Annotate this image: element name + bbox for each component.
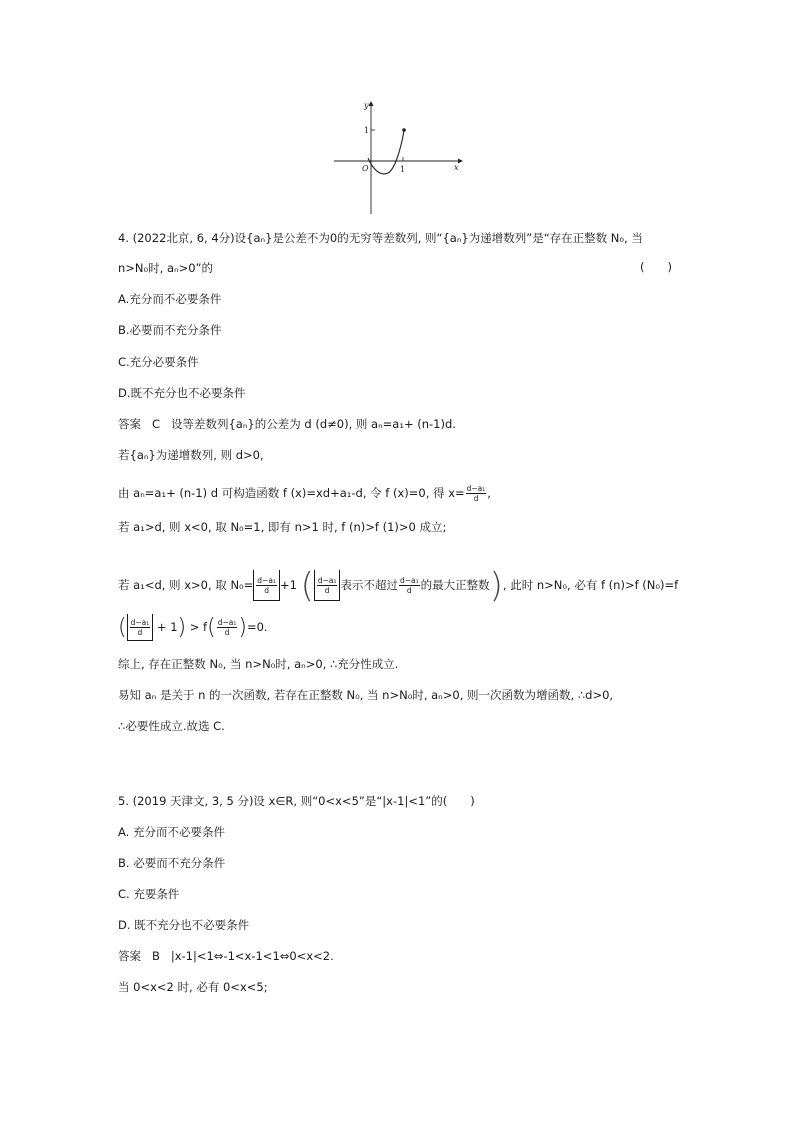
x-axis-arrow [458,159,463,164]
q5-solution-2: 当 0<x<2 时, 必有 0<x<5; [118,980,268,994]
q4-solution-9: ∴必要性成立.故选 C. [118,719,225,733]
q4-answer-choice: C [151,417,160,431]
q5-solution-1: |x-1|<1⇔-1<x-1<1⇔0<x<2. [170,949,334,963]
curve-endpoint [402,128,406,132]
q4-solution-1: 设等差数列{aₙ}的公差为 d (d≠0), 则 aₙ=a₁+ (n-1)d. [170,417,456,431]
q5-option-a: A. 充分而不必要条件 [118,825,225,839]
q4-solution-6: ( $\frac{\text{d−a₁}}{d}$ + 1) > f( $\frac{\text{d−a₁}}{d}$ )=0. [118,614,268,640]
y-tick-label: 1 [364,126,370,135]
floor-bracket: $\frac{\text{d−a₁}}{d}$ [253,570,280,601]
q5-option-d: D. 既不充分也不必要条件 [118,918,250,932]
q4-stem-line-2: n>N₀时, aₙ>0”的 [118,261,213,275]
q5-answer-line [118,947,334,965]
q4-stem-line-1: 4. (2022北京, 6, 4分)设{aₙ}是公差不为0的无穷等差数列, 则“{aₙ}为递增数列”是“存在正整数 N₀, 当 [118,231,643,245]
q4-solution-5: 若 a₁<d, 则 x>0, 取 N₀= $\frac{\text{d−a₁}}{d}$ +1 ( $\frac{\text{d−a₁}}{d}$ 表示不超过 $\frac{\text{d−a₁}}{d}$ 的最大正整数), 此时 n>N₀, 必有 f (n)>f (N₀)=f [118,565,679,606]
q4-option-a: A.充分而不必要条件 [118,292,222,306]
x-axis-label: x [454,163,459,172]
q4-answer-label: 答案 [118,417,141,431]
q4-solution-3-text: 由 aₙ=a₁+ (n-1) d 可构造函数 f (x)=xd+a₁-d, 令 f (x)=0, 得 x= [118,486,465,500]
q4-answer-paren: ( ) [640,260,672,274]
origin-label: O [362,164,369,173]
fraction-d-minus-a1-over-d: $\frac{\text{d−a₁}}{d}$ [466,484,486,503]
q4-option-c: C.充分必要条件 [118,355,199,369]
q5-stem: 5. (2019 天津文, 3, 5 分)设 x∈R, 则“0<x<5”是“|x-1|<1”的( ) [118,794,475,808]
q4-solution-7: 综上, 存在正整数 N₀, 当 n>N₀时, aₙ>0, ∴充分性成立. [118,657,399,671]
q5-option-c: C. 充要条件 [118,887,180,901]
x-tick-label: 1 [400,165,406,174]
q5-option-b: B. 必要而不充分条件 [118,856,226,870]
function-curve [368,131,404,174]
q5-answer-label: 答案 [118,949,141,963]
q4-solution-4: 若 a₁>d, 则 x<0, 取 N₀=1, 即有 n>1 时, f (n)>f (1)>0 成立; [118,520,447,534]
q4-solution-2: 若{aₙ}为递增数列, 则 d>0, [118,448,264,462]
q4-option-d: D.既不充分也不必要条件 [118,386,246,400]
q4-option-b: B.必要而不充分条件 [118,323,222,337]
y-axis-arrow [369,101,374,106]
function-graph-figure [330,98,470,218]
q4-solution-3: 由 aₙ=a₁+ (n-1) d 可构造函数 f (x)=xd+a₁-d, 令 f (x)=0, 得 x= $\frac{\text{d−a₁}}{d}$ , [118,484,491,503]
floor-bracket-note: $\frac{\text{d−a₁}}{d}$ [314,570,341,601]
q4-solution-8: 易知 aₙ 是关于 n 的一次函数, 若存在正整数 N₀, 当 n>N₀时, aₙ>0, 则一次函数为增函数, ∴d>0, [118,688,614,702]
y-axis-label: y [364,101,369,110]
q5-answer-choice: B [151,949,160,963]
q4-answer-line [118,415,456,433]
